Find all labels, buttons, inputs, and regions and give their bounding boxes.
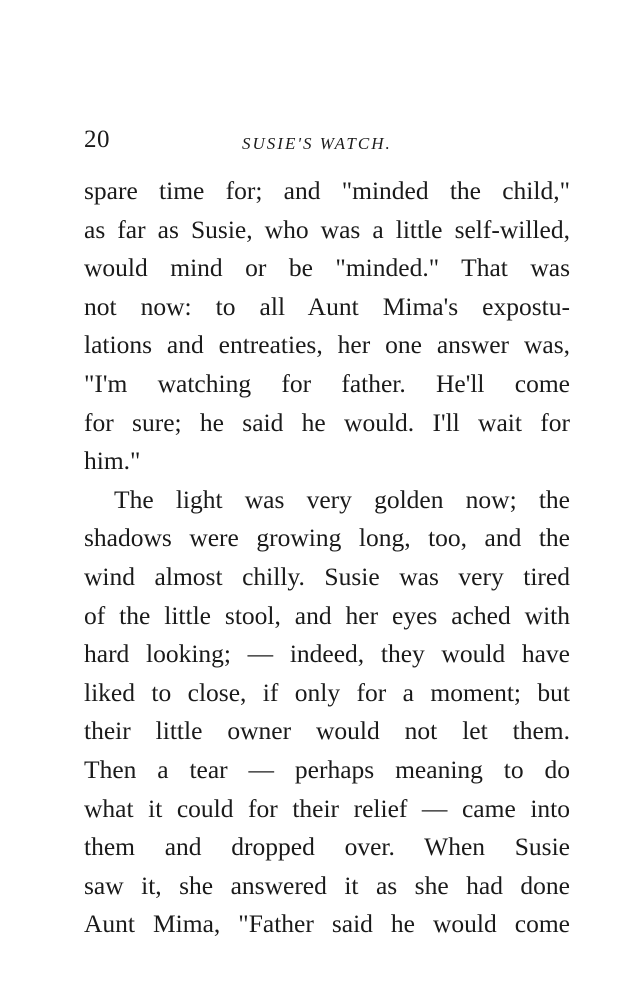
page-number: 20 <box>84 126 110 153</box>
running-head <box>84 118 574 158</box>
text-line: Then a tear — perhaps meaning to do <box>84 754 570 784</box>
body-text <box>84 172 570 944</box>
text-line: spare time for; and "minded the child," <box>84 176 570 205</box>
running-title: SUSIE'S WATCH. <box>242 134 392 153</box>
text-line: liked to close, if only for a moment; but <box>84 677 570 707</box>
text-line: would mind or be "minded." That was <box>84 253 570 283</box>
text-line: them and dropped over. When Susie <box>84 832 570 862</box>
text-line: wind almost chilly. Susie was very tired <box>84 561 570 591</box>
text-line: saw it, she answered it as she had done <box>84 870 570 900</box>
text-line: "I'm watching for father. He'll come <box>84 368 570 398</box>
text-line: their little owner would not let them. <box>84 716 570 746</box>
text-line: shadows were growing long, too, and the <box>84 523 570 553</box>
text-line: The light was very golden now; the <box>114 484 570 514</box>
text-line: as far as Susie, who was a little self-willed, <box>84 214 570 244</box>
text-line: him." <box>84 446 141 476</box>
text-line: for sure; he said he would. I'll wait for <box>84 407 570 437</box>
text-line: of the little stool, and her eyes ached with <box>84 600 570 630</box>
text-line: what it could for their relief — came into <box>84 793 570 823</box>
text-line: hard looking; — indeed, they would have <box>84 639 570 669</box>
text-line: Aunt Mima, "Father said he would come <box>84 909 570 939</box>
text-line: not now: to all Aunt Mima's expostu- <box>84 291 570 321</box>
text-line: lations and entreaties, her one answer was, <box>84 330 570 360</box>
